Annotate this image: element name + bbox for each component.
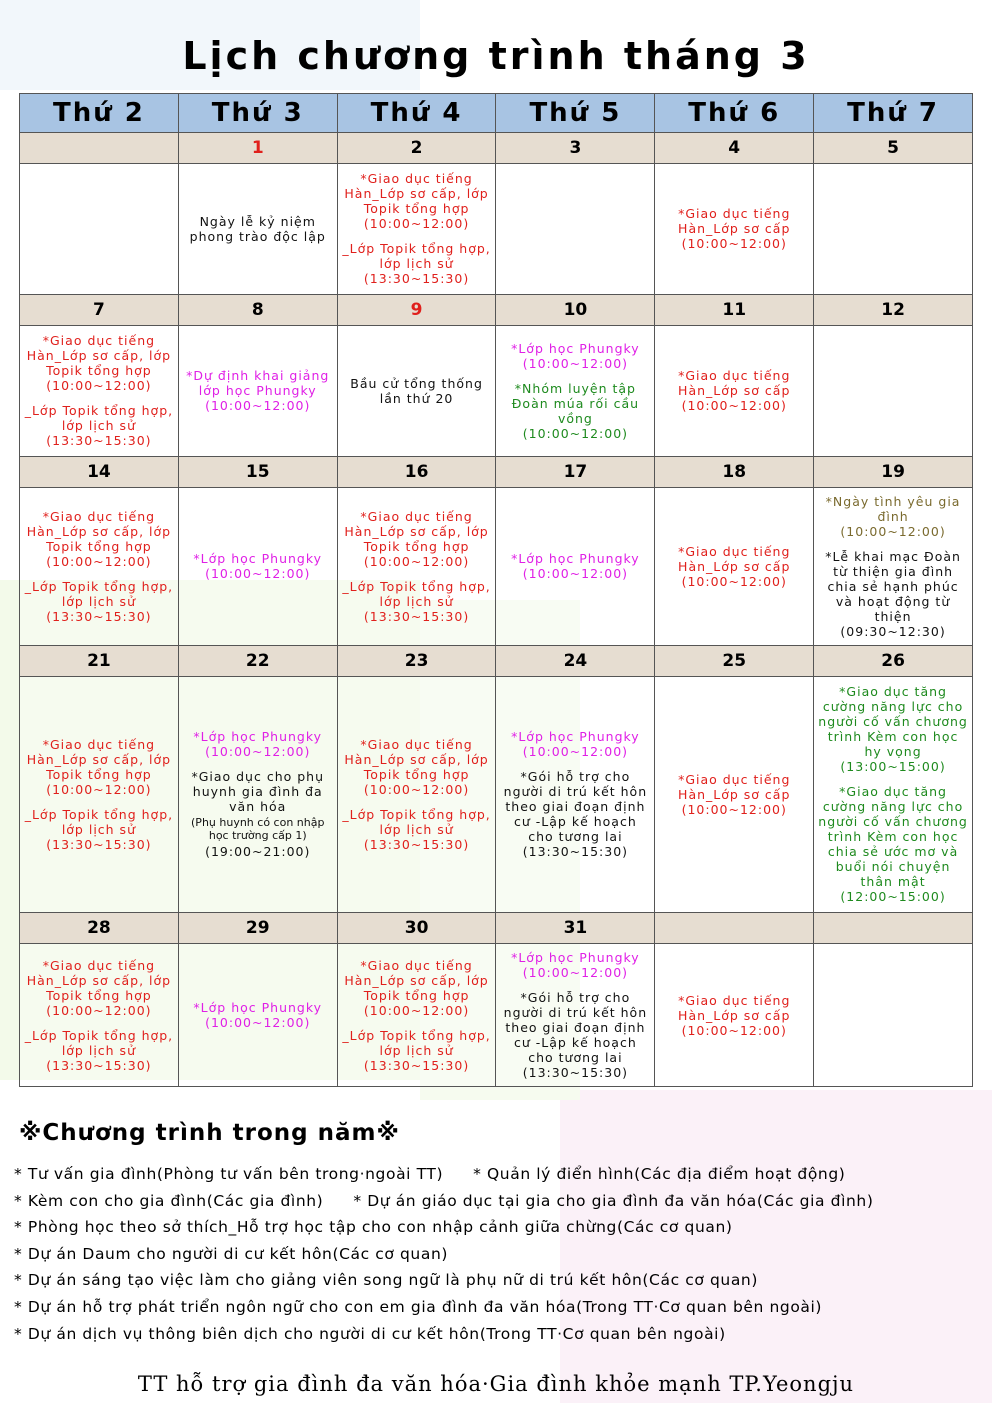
calendar-event: *Dự định khai giảng lớp học Phungky (10:00~12:00) (186, 368, 330, 414)
calendar-event: *Giao dục tiếng Hàn_Lớp sơ cấp (10:00~12:00) (678, 368, 791, 414)
day-events-cell (496, 325, 655, 456)
calendar-event: (19:00~21:00) (205, 844, 311, 860)
calendar-event: *Giao dục tiếng Hàn_Lớp sơ cấp, lớp Topik tổng hợp (10:00~12:00) (26, 957, 172, 1018)
calendar-event: *Giao dục tăng cường năng lực cho người cố vấn chương trình Kèm con học hy vọng (13:00~15:00) (818, 684, 968, 775)
calendar-event: *Giao dục tiếng Hàn_Lớp sơ cấp, lớp Topik tổng hợp (10:00~12:00) (344, 736, 489, 797)
day-number: 23 (337, 645, 496, 676)
yearly-program-item: * Dự án dịch vụ thông biên dịch cho người di cư kết hôn(Trong TT·Cơ quan bên ngoài) (14, 1324, 726, 1343)
yearly-program-item: * Quản lý điển hình(Các địa điểm hoạt động) (473, 1165, 846, 1183)
day-events-cell (655, 944, 814, 1087)
yearly-programs-heading: ※Chương trình trong năm※ (19, 1120, 400, 1146)
day-number: 3 (496, 133, 655, 164)
calendar-event: _Lớp Topik tổng hợp, lớp lịch sử (13:30~15:30) (24, 578, 174, 624)
day-number: 8 (178, 294, 337, 325)
yearly-program-line (14, 1188, 984, 1215)
calendar-event: *Lớp học Phungky (10:00~12:00) (511, 729, 640, 760)
monthly-calendar (19, 93, 973, 1087)
calendar-event: _Lớp Topik tổng hợp, lớp lịch sử (13:30~15:30) (342, 241, 491, 287)
day-number (20, 133, 179, 164)
day-events-cell (655, 487, 814, 645)
weekday-header: Thứ 4 (337, 94, 496, 133)
yearly-program-line (14, 1161, 984, 1188)
day-number: 9 (337, 294, 496, 325)
day-events-cell (178, 944, 337, 1087)
day-number: 1 (178, 133, 337, 164)
yearly-program-item: * Dự án Daum cho người di cư kết hôn(Các cơ quan) (14, 1244, 449, 1263)
day-number (814, 913, 973, 944)
weekday-header: Thứ 3 (178, 94, 337, 133)
day-events-cell (496, 487, 655, 645)
day-events-cell (20, 164, 179, 295)
yearly-program-line (14, 1267, 984, 1294)
day-events-cell (20, 487, 179, 645)
day-events-cell (814, 676, 973, 912)
day-events-cell (337, 676, 496, 912)
calendar-event: *Giao dục tiếng Hàn_Lớp sơ cấp (10:00~12:00) (678, 206, 791, 252)
day-events-cell (496, 676, 655, 912)
yearly-program-item: * Phòng học theo sở thích_Hỗ trợ học tập cho con nhập cảnh giữa chừng(Các cơ quan) (14, 1218, 733, 1237)
day-number: 19 (814, 456, 973, 487)
day-number: 15 (178, 456, 337, 487)
yearly-program-item: * Dự án hỗ trợ phát triển ngôn ngữ cho con em gia đình đa văn hóa(Trong TT·Cơ quan bên ngoài) (14, 1297, 823, 1316)
day-events-cell (337, 325, 496, 456)
calendar-event: *Lớp học Phungky (10:00~12:00) (511, 551, 640, 582)
day-events-cell (655, 164, 814, 295)
calendar-event: *Giao dục tiếng Hàn_Lớp sơ cấp, lớp Topik tổng hợp (10:00~12:00) (26, 333, 172, 394)
yearly-program-item: * Tư vấn gia đình(Phòng tư vấn bên trong·ngoài TT) (14, 1165, 444, 1183)
day-number: 22 (178, 645, 337, 676)
weekday-header-row (20, 94, 973, 133)
day-events-cell (814, 325, 973, 456)
calendar-event: _Lớp Topik tổng hợp, lớp lịch sử (13:30~15:30) (342, 578, 491, 624)
day-events-cell (20, 325, 179, 456)
yearly-program-line (14, 1241, 984, 1268)
day-number: 5 (814, 133, 973, 164)
day-events-cell (178, 164, 337, 295)
day-events-cell (20, 676, 179, 912)
day-events-cell (655, 676, 814, 912)
day-number: 30 (337, 913, 496, 944)
yearly-program-line (14, 1294, 984, 1321)
events-row (20, 325, 973, 456)
calendar-event: Ngày lễ kỷ niệm phong trào độc lập (189, 213, 326, 244)
calendar-event: *Giao dục tiếng Hàn_Lớp sơ cấp, lớp Topik tổng hợp (10:00~12:00) (26, 736, 172, 797)
calendar-event: *Gói hỗ trợ cho người di trú kết hôn theo giai đoạn định cư -Lập kế hoạch cho tương lai (13:30~15:30) (503, 769, 648, 860)
day-number-row (20, 645, 973, 676)
weekday-header: Thứ 6 (655, 94, 814, 133)
yearly-program-item: * Dự án giáo dục tại gia cho gia đình đa văn hóa(Các gia đình) (353, 1191, 874, 1210)
day-number (655, 913, 814, 944)
calendar-body (20, 133, 973, 1087)
day-number-row (20, 456, 973, 487)
day-number: 10 (496, 294, 655, 325)
calendar-event: (Phụ huynh có con nhập học trường cấp 1) (191, 816, 325, 843)
day-events-cell (496, 164, 655, 295)
yearly-program-line (14, 1214, 984, 1241)
day-events-cell (814, 944, 973, 1087)
day-events-cell (178, 676, 337, 912)
events-row (20, 487, 973, 645)
day-events-cell (337, 944, 496, 1087)
day-number: 2 (337, 133, 496, 164)
calendar-event: _Lớp Topik tổng hợp, lớp lịch sử (13:30~15:30) (342, 1027, 491, 1073)
day-events-cell (337, 487, 496, 645)
calendar-event: *Giao dục tiếng Hàn_Lớp sơ cấp, lớp Topik tổng hợp (10:00~12:00) (344, 171, 489, 232)
weekday-header: Thứ 7 (814, 94, 973, 133)
day-number: 24 (496, 645, 655, 676)
day-number: 12 (814, 294, 973, 325)
day-events-cell (20, 944, 179, 1087)
day-number: 21 (20, 645, 179, 676)
events-row (20, 944, 973, 1087)
calendar-event: _Lớp Topik tổng hợp, lớp lịch sử (13:30~15:30) (342, 806, 491, 852)
calendar-event: *Giao dục tăng cường năng lực cho người cố vấn chương trình Kèm con học chia sẻ ước mơ và buổi nói chuyện thân mật (12:00~15:00) (818, 784, 968, 905)
calendar-event: *Lớp học Phungky (10:00~12:00) (511, 950, 640, 981)
day-number-row (20, 294, 973, 325)
day-number: 14 (20, 456, 179, 487)
calendar-event: Bầu cử tổng thống lần thứ 20 (350, 375, 483, 406)
calendar-event: *Giao dục tiếng Hàn_Lớp sơ cấp (10:00~12:00) (678, 771, 791, 817)
day-number: 18 (655, 456, 814, 487)
calendar-event: *Giao dục cho phụ huynh gia đình đa văn hóa (191, 769, 325, 815)
events-row (20, 164, 973, 295)
calendar-event: _Lớp Topik tổng hợp, lớp lịch sử (13:30~15:30) (24, 1027, 174, 1073)
day-number: 31 (496, 913, 655, 944)
footer-organization: TT hỗ trợ gia đình đa văn hóa·Gia đình khỏe mạnh TP.Yeongju (137, 1372, 855, 1396)
calendar-event: *Lớp học Phungky (10:00~12:00) (193, 551, 323, 582)
day-number: 11 (655, 294, 814, 325)
calendar-event: _Lớp Topik tổng hợp, lớp lịch sử (13:30~15:30) (24, 403, 174, 449)
calendar-event: *Lớp học Phungky (10:00~12:00) (511, 340, 640, 371)
day-events-cell (178, 487, 337, 645)
calendar-event: *Giao dục tiếng Hàn_Lớp sơ cấp (10:00~12:00) (678, 543, 791, 589)
calendar-event: *Giao dục tiếng Hàn_Lớp sơ cấp, lớp Topik tổng hợp (10:00~12:00) (344, 957, 489, 1018)
calendar-event: *Gói hỗ trợ cho người di trú kết hôn theo giai đoạn định cư -Lập kế hoạch cho tương lai (13:30~15:30) (503, 990, 648, 1081)
yearly-program-item: * Dự án sáng tạo việc làm cho giảng viên song ngữ là phụ nữ di trú kết hôn(Các cơ quan) (14, 1271, 758, 1290)
calendar-event: *Nhóm luyện tập Đoàn múa rối cầu vồng (10:00~12:00) (511, 380, 640, 441)
day-number: 25 (655, 645, 814, 676)
day-number: 28 (20, 913, 179, 944)
day-events-cell (496, 944, 655, 1087)
day-number: 17 (496, 456, 655, 487)
calendar-event: *Lễ khai mạc Đoàn từ thiện gia đình chia sẻ hạnh phúc và hoạt động từ thiện (09:30~12:30) (825, 548, 961, 639)
day-number: 4 (655, 133, 814, 164)
day-events-cell (655, 325, 814, 456)
day-events-cell (337, 164, 496, 295)
weekday-header: Thứ 2 (20, 94, 179, 133)
calendar-event: *Ngày tình yêu gia đình (10:00~12:00) (825, 493, 961, 539)
yearly-program-item: * Kèm con cho gia đình(Các gia đình) (14, 1191, 324, 1210)
page-title: Lịch chương trình tháng 3 (182, 34, 810, 78)
day-number-row (20, 133, 973, 164)
day-events-cell (814, 487, 973, 645)
weekday-header: Thứ 5 (496, 94, 655, 133)
day-number: 29 (178, 913, 337, 944)
calendar-event: *Giao dục tiếng Hàn_Lớp sơ cấp, lớp Topik tổng hợp (10:00~12:00) (344, 508, 489, 569)
yearly-programs-list (14, 1161, 984, 1347)
day-events-cell (178, 325, 337, 456)
calendar-event: *Giao dục tiếng Hàn_Lớp sơ cấp (10:00~12:00) (678, 992, 791, 1038)
calendar-event: _Lớp Topik tổng hợp, lớp lịch sử (13:30~15:30) (24, 806, 174, 852)
events-row (20, 676, 973, 912)
calendar-event: *Giao dục tiếng Hàn_Lớp sơ cấp, lớp Topik tổng hợp (10:00~12:00) (26, 508, 172, 569)
day-number-row (20, 913, 973, 944)
calendar-event: *Lớp học Phungky (10:00~12:00) (193, 729, 323, 760)
day-number: 26 (814, 645, 973, 676)
day-number: 7 (20, 294, 179, 325)
yearly-program-line (14, 1321, 984, 1348)
calendar-event: *Lớp học Phungky (10:00~12:00) (193, 1000, 323, 1031)
day-events-cell (814, 164, 973, 295)
day-number: 16 (337, 456, 496, 487)
